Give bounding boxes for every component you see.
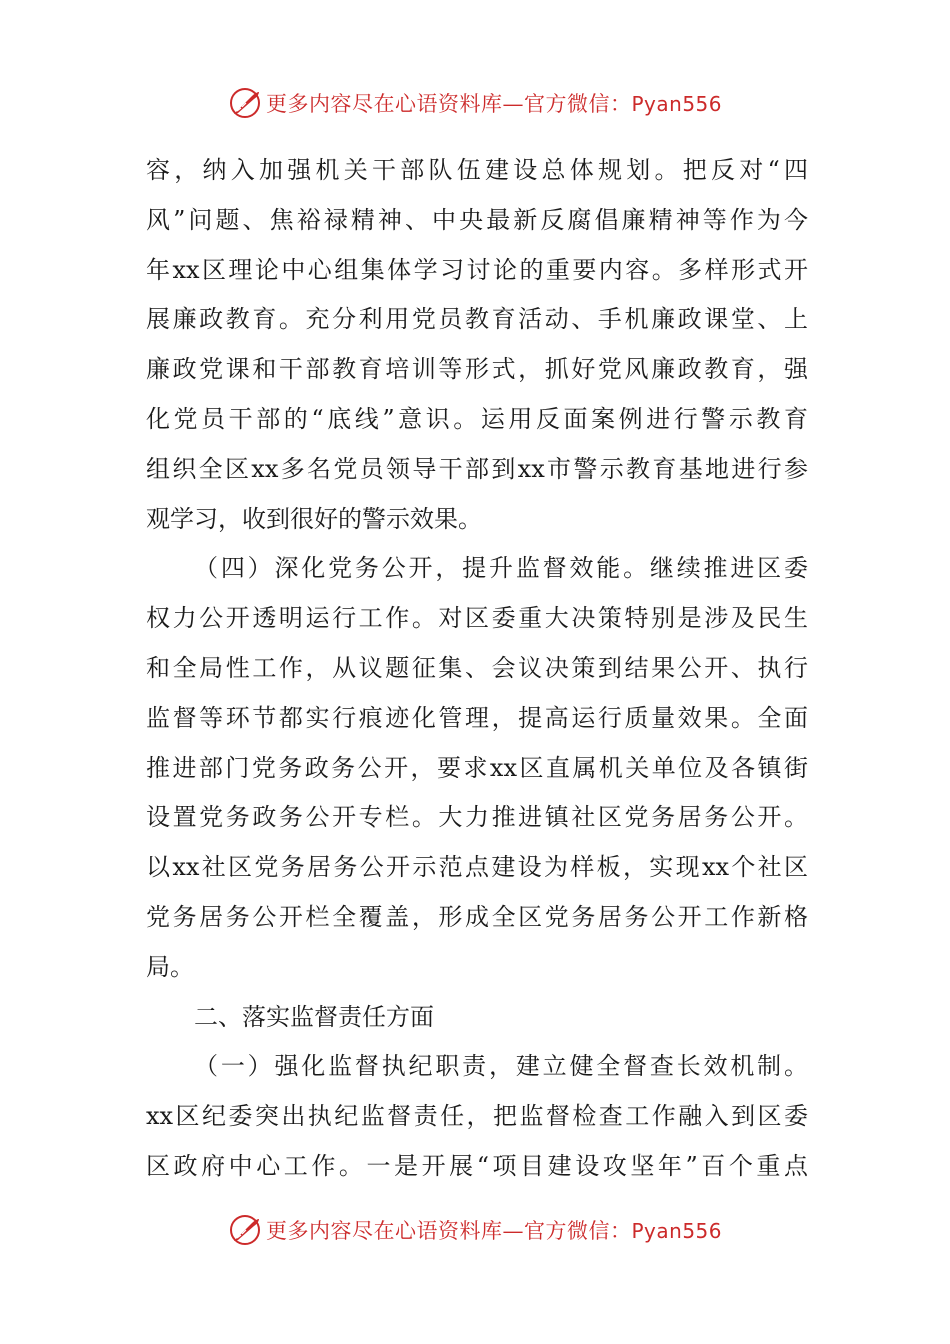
text-line: 推进部门党务政务公开，要求xx区直属机关单位及各镇街 (146, 753, 808, 782)
paragraph-start-line: （四）深化党务公开，提升监督效能。继续推进区委 (194, 554, 808, 583)
text-line: 局。 (146, 952, 194, 981)
text-line: 容，纳入加强机关干部队伍建设总体规划。把反对“四 (146, 156, 808, 184)
text-line: 年xx区理论中心组集体学习讨论的重要内容。多样形式开 (146, 255, 808, 284)
text-line: xx区纪委突出执纪监督责任，把监督检查工作融入到区委 (146, 1102, 808, 1131)
text-line: 廉政党课和干部教育培训等形式，抓好党风廉政教育，强 (146, 355, 808, 384)
watermark-text: 更多内容尽在心语资料库—官方微信：Pyan556 (265, 1219, 722, 1243)
watermark-text: 更多内容尽在心语资料库—官方微信：Pyan556 (265, 92, 722, 116)
text-line: 观学习，收到很好的警示效果。 (146, 504, 482, 533)
footer-watermark (0, 1205, 950, 1255)
text-line: 设置党务政务公开专栏。大力推进镇社区党务居务公开。 (146, 803, 808, 832)
text-line: 监督等环节都实行痕迹化管理，提高运行质量效果。全面 (146, 703, 808, 732)
text-line: 化党员干部的“底线”意识。运用反面案例进行警示教育 (146, 404, 808, 433)
feather-pen-logo-icon (228, 1213, 262, 1247)
paragraph-start-line: （一）强化监督执纪职责，建立健全督查长效机制。 (194, 1052, 808, 1081)
text-line: 区政府中心工作。一是开展“项目建设攻坚年”百个重点 (146, 1151, 808, 1180)
text-line: 组织全区xx多名党员领导干部到xx市警示教育基地进行参 (146, 454, 808, 483)
feather-pen-logo-icon (228, 86, 262, 120)
section-heading: 二、落实监督责任方面 (194, 1002, 434, 1031)
header-watermark (0, 78, 950, 128)
document-body (146, 146, 808, 1192)
text-line: 以xx社区党务居务公开示范点建设为样板，实现xx个社区 (146, 853, 808, 882)
text-line: 党务居务公开栏全覆盖，形成全区党务居务公开工作新格 (146, 902, 808, 931)
text-line: 展廉政教育。充分利用党员教育活动、手机廉政课堂、上 (146, 305, 808, 334)
text-line: 权力公开透明运行工作。对区委重大决策特别是涉及民生 (146, 604, 808, 633)
text-line: 和全局性工作，从议题征集、会议决策到结果公开、执行 (146, 653, 808, 682)
text-line: 风”问题、焦裕禄精神、中央最新反腐倡廉精神等作为今 (146, 205, 808, 234)
